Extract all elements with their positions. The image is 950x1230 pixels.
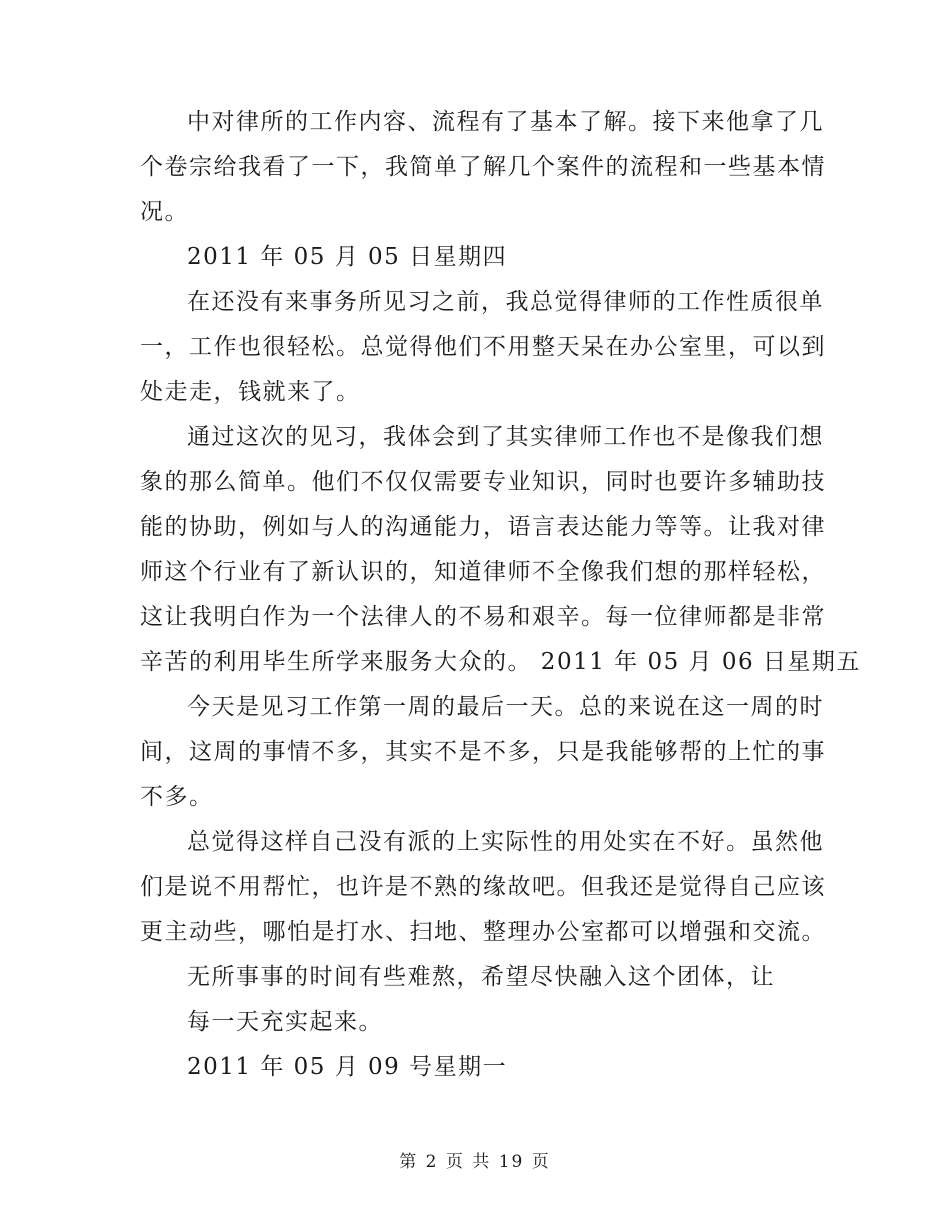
text-line: 象的那么简单。他们不仅仅需要专业知识，同时也要许多辅助技 bbox=[140, 469, 826, 495]
text-line: 无所事事的时间有些难熬，希望尽快融入这个团体，让 bbox=[187, 964, 775, 990]
text-line: 更主动些，哪怕是打水、扫地、整理办公室都可以增强和交流。 bbox=[140, 919, 826, 945]
text-line: 间，这周的事情不多，其实不是不多，只是我能够帮的上忙的事 bbox=[140, 739, 826, 765]
text-line: 这让我明白作为一个法律人的不易和艰辛。每一位律师都是非常 bbox=[140, 604, 826, 630]
text-line: 能的协助，例如与人的沟通能力，语言表达能力等等。让我对律 bbox=[140, 514, 826, 540]
text-line: 每一天充实起来。 bbox=[187, 1009, 383, 1035]
text-line: 个卷宗给我看了一下，我简单了解几个案件的流程和一些基本情 bbox=[140, 154, 826, 180]
date-heading: 2011 年 05 月 09 号星期一 bbox=[187, 1054, 508, 1080]
text-line: 总觉得这样自己没有派的上实际性的用处实在不好。虽然他 bbox=[187, 829, 824, 855]
text-line: 们是说不用帮忙，也许是不熟的缘故吧。但我还是觉得自己应该 bbox=[140, 874, 826, 900]
text-line: 在还没有来事务所见习之前，我总觉得律师的工作性质很单 bbox=[187, 289, 824, 315]
page-number-footer: 第 2 页 共 19 页 bbox=[399, 1152, 551, 1172]
text-line: 不多。 bbox=[140, 784, 214, 810]
text-line: 中对律所的工作内容、流程有了基本了解。接下来他拿了几 bbox=[187, 109, 824, 135]
text-line: 况。 bbox=[140, 199, 189, 225]
text-line: 辛苦的利用毕生所学来服务大众的。 2011 年 05 月 06 日星期五 bbox=[140, 649, 861, 675]
text-line: 今天是见习工作第一周的最后一天。总的来说在这一周的时 bbox=[187, 694, 824, 720]
text-line: 通过这次的见习，我体会到了其实律师工作也不是像我们想 bbox=[187, 424, 824, 450]
text-line: 一，工作也很轻松。总觉得他们不用整天呆在办公室里，可以到 bbox=[140, 334, 826, 360]
text-line: 处走走，钱就来了。 bbox=[140, 379, 361, 405]
date-heading: 2011 年 05 月 05 日星期四 bbox=[187, 244, 508, 270]
text-line: 师这个行业有了新认识的，知道律师不全像我们想的那样轻松， bbox=[140, 559, 826, 585]
